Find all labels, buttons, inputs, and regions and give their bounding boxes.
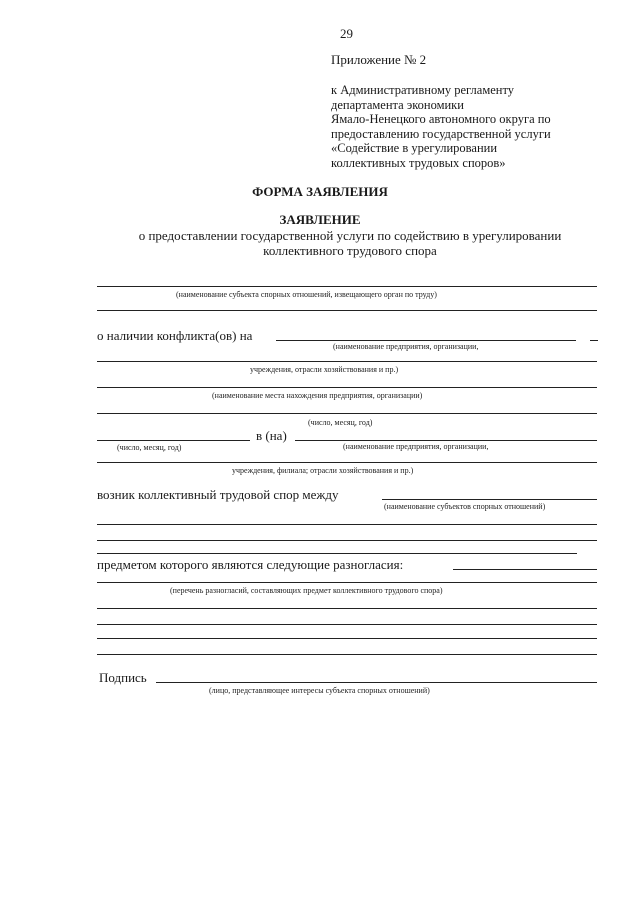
enterprise-line xyxy=(276,340,576,341)
signature-line xyxy=(156,682,597,683)
subject-caption: (наименование субъекта спорных отношений, извещающего орган по труду) xyxy=(176,290,437,299)
subjects-line xyxy=(382,499,597,500)
disagreements-line-3 xyxy=(97,608,597,609)
disagreements-line xyxy=(453,569,597,570)
subjects-line-4 xyxy=(97,553,577,554)
in-label: в (на) xyxy=(256,428,287,443)
subjects-caption: (наименование субъектов спорных отношений) xyxy=(384,502,546,511)
enterprise-line-3 xyxy=(295,440,597,441)
disagreements-line-2 xyxy=(97,582,597,583)
appendix-line: «Содействие в урегулировании xyxy=(331,141,498,155)
appendix-title: Приложение № 2 xyxy=(331,52,427,67)
appendix-line: к Административному регламенту xyxy=(331,83,515,97)
disagreements-line-4 xyxy=(97,624,597,625)
date-line-2 xyxy=(97,440,250,441)
statement-subtitle: коллективного трудового спора xyxy=(263,243,437,258)
statement-subtitle: о предоставлении государственной услуги по содействию в урегулировании xyxy=(138,228,562,243)
date-line xyxy=(97,413,597,414)
appendix-line: департамента экономики xyxy=(331,97,464,112)
enterprise-line-2 xyxy=(97,361,597,362)
enterprise-line-tail xyxy=(590,340,598,341)
page-number: 29 xyxy=(340,26,353,41)
form-title: ФОРМА ЗАЯВЛЕНИЯ xyxy=(252,184,388,199)
date-caption-2: (число, месяц, год) xyxy=(117,443,182,452)
location-line xyxy=(97,387,597,388)
disagreements-line-5 xyxy=(97,638,597,639)
institution-caption: учреждения, отрасли хозяйствования и пр.) xyxy=(250,365,399,374)
statement-title: ЗАЯВЛЕНИЕ xyxy=(279,212,361,227)
appendix-line: предоставлению государственной услуги xyxy=(331,126,551,141)
subject-line-2 xyxy=(97,310,597,311)
location-caption: (наименование места нахождения предприятия, организации) xyxy=(212,391,423,400)
appendix-line: коллективных трудовых споров» xyxy=(331,155,506,170)
date-caption: (число, месяц, год) xyxy=(308,418,373,427)
enterprise-caption: (наименование предприятия, организации, xyxy=(333,342,479,351)
signature-caption: (лицо, представляющее интересы субъекта спорных отношений) xyxy=(209,686,430,695)
branch-caption: учреждения, филиала; отрасли хозяйствования и пр.) xyxy=(232,466,414,475)
conflict-label: о наличии конфликта(ов) на xyxy=(97,328,253,343)
branch-line xyxy=(97,462,597,463)
subject-line xyxy=(97,286,597,287)
dispute-label: возник коллективный трудовой спор между xyxy=(97,487,339,502)
disagreements-line-6 xyxy=(97,654,597,655)
disagreements-label: предметом которого являются следующие разногласия: xyxy=(97,557,404,572)
appendix-line: Ямало-Ненецкого автономного округа по xyxy=(331,112,551,126)
signature-label: Подпись xyxy=(99,670,147,685)
disagreements-caption: (перечень разногласий, составляющих предмет коллективного трудового спора) xyxy=(170,586,443,595)
subjects-line-3 xyxy=(97,540,597,541)
subjects-line-2 xyxy=(97,524,597,525)
enterprise-caption-2: (наименование предприятия, организации, xyxy=(343,442,489,451)
